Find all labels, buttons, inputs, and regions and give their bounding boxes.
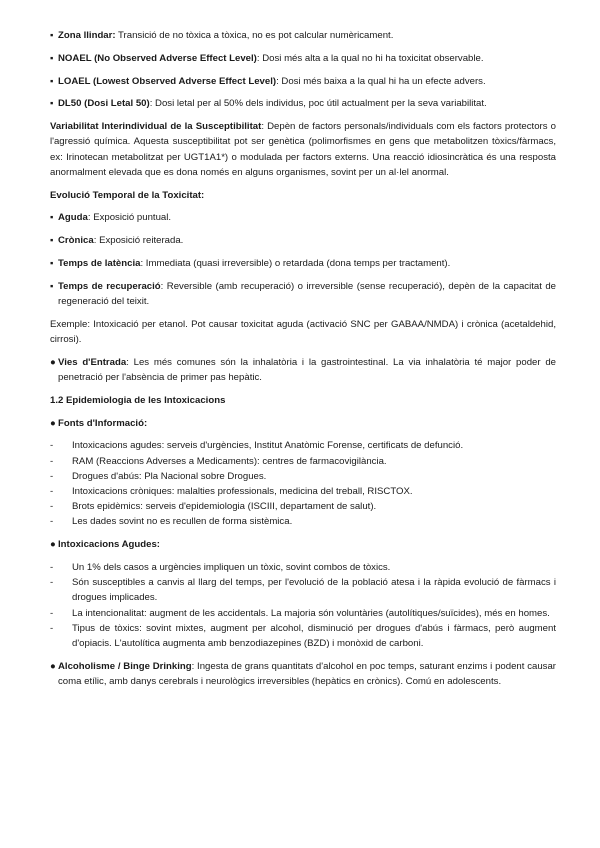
list-item-text: Intoxicacions cròniques: malalties professionals, medicina del treball, RISCTOX. — [72, 485, 413, 497]
threshold-item: ▪ Zona llindar: Transició de no tòxica a tòxica, no es pot calcular numèricament. — [50, 30, 394, 41]
acute-heading-text: Intoxicacions Agudes: — [58, 539, 160, 551]
acute-list — [50, 560, 556, 651]
threshold-item: ▪ LOAEL (Lowest Observed Adverse Effect Level): Dosi més baixa a la qual hi ha un efecte advers. — [50, 75, 486, 87]
sources-heading-text: Fonts d'Informació: — [58, 417, 148, 429]
list-item-text: RAM (Reaccions Adverses a Medicaments): centres de farmacovigilància. — [72, 455, 387, 467]
term: LOAEL (Lowest Observed Adverse Effect Level) — [58, 75, 277, 87]
definition: : Dosi letal per al 50% dels individus, poc útil actualment per la seva variabilitat. — [149, 98, 487, 110]
entry-routes-item: ● Vies d'Entrada: Les més comunes són la inhalatòria i la gastrointestinal. La via inhalatòria té major poder de penetració per l'absència de primer pas hepàtic. — [50, 356, 556, 383]
definition: : Dosi més alta a la qual no hi ha toxicitat observable. — [256, 52, 484, 64]
definition: : Exposició puntual. — [87, 212, 172, 224]
definition: : Dosi més baixa a la qual hi ha un efecte advers. — [276, 75, 486, 87]
definition: : Depèn de factors personals/individuals com els factors protectors o l'agressió química. Aquesta susceptibilitat pot ser genètica (polimorfismes en gens que metabolitzen tòxics/fàrmacs, ex: Irinotecan metabolitzat per UGT1A1*) o modulada per factors externs. Una reacció idiosincràtica és una resposta anormalment elevada que es dona només en alguns organismes, sovint per un al·lel anormal. — [50, 121, 557, 178]
alcohol-item: ● Alcoholisme / Binge Drinking: Ingesta de grans quantitats d'alcohol en poc temps, saturant enzims i podent causar coma etílic, amb danys cerebrals i neurològics irreversibles (hepàtics en crònics). Comú en adolescents. — [50, 660, 556, 687]
acute-heading: ● Intoxicacions Agudes: — [50, 539, 160, 551]
term: Crònica — [58, 235, 94, 247]
list-item: - La intencionalitat: augment de les accidentals. La majoria són voluntàries (autolítiques/suïcides), més en homes. — [50, 607, 550, 619]
document-page — [50, 28, 556, 697]
list-item: - Drogues d'abús: Pla Nacional sobre Drogues. — [50, 470, 267, 482]
threshold-list — [50, 28, 556, 112]
list-item-text: Intoxicacions agudes: serveis d'urgències, Institut Anatòmic Forense, certificats de defunció. — [72, 440, 464, 452]
temporal-item: ▪ Temps de latència: Immediata (quasi irreversible) o retardada (dona temps per tractament). — [50, 257, 451, 269]
term: Variabilitat Interindividual de la Susceptibilitat — [50, 121, 262, 133]
section-heading: 1.2 Epidemiologia de les Intoxicacions — [50, 394, 226, 406]
term: NOAEL (No Observed Adverse Effect Level) — [58, 52, 257, 64]
definition: : Exposició reiterada. — [93, 235, 184, 247]
sources-list — [50, 438, 556, 529]
definition: : Les més comunes són la inhalatòria i la gastrointestinal. La via inhalatòria té major poder de penetració per l'absència de primer pas hepàtic. — [58, 356, 556, 383]
term: Alcoholisme / Binge Drinking — [58, 660, 192, 672]
list-item: - Les dades sovint no es recullen de forma sistèmica. — [50, 516, 293, 528]
term: DL50 (Dosi Letal 50) — [58, 98, 150, 110]
definition: : Reversible (amb recuperació) o irreversible (sense recuperació), depèn de la capacitat de regeneració del teixit. — [58, 280, 556, 307]
list-item: - Un 1% dels casos a urgències impliquen un tòxic, sovint combos de tòxics. — [50, 561, 391, 573]
list-item-text: Són susceptibles a canvis al llarg del temps, per l'evolució de la població atesa i la ràpida evolució de fàrmacs i drogues implicades. — [72, 577, 556, 604]
list-item-text: Drogues d'abús: Pla Nacional sobre Drogues. — [72, 470, 267, 482]
temporal-item: ▪ Crònica: Exposició reiterada. — [50, 235, 184, 247]
variability-paragraph — [50, 119, 556, 180]
definition: : Immediata (quasi irreversible) o retardada (dona temps per tractament). — [140, 257, 451, 269]
term: Zona llindar: — [58, 30, 116, 41]
example-paragraph: Exemple: Intoxicació per etanol. Pot causar toxicitat aguda (activació SNC per GABAA/NMDA) i crònica (acetaldehid, cirrosi). — [50, 318, 556, 345]
list-item: - RAM (Reaccions Adverses a Medicaments): centres de farmacovigilància. — [50, 455, 387, 467]
list-item-text: Les dades sovint no es recullen de forma sistèmica. — [72, 516, 293, 528]
temporal-item: ▪ Aguda: Exposició puntual. — [50, 212, 172, 224]
list-item: - Brots epidèmics: serveis d'epidemiologia (ISCIII, departament de salut). — [50, 501, 377, 513]
threshold-item: ▪ DL50 (Dosi Letal 50): Dosi letal per al 50% dels individus, poc útil actualment per la seva variabilitat. — [50, 98, 487, 110]
list-item-text: Un 1% dels casos a urgències impliquen un tòxic, sovint combos de tòxics. — [72, 561, 391, 573]
temporal-heading: Evolució Temporal de la Toxicitat: — [50, 189, 205, 201]
list-item-text: Brots epidèmics: serveis d'epidemiologia (ISCIII, departament de salut). — [72, 501, 377, 513]
term: Temps de recuperació — [58, 280, 161, 292]
term: Temps de latència — [58, 257, 141, 269]
sources-heading: ● Fonts d'Informació: — [50, 417, 148, 429]
list-item: - Tipus de tòxics: sovint mixtes, augment per alcohol, disminució per drogues d'abús i fàrmacs, però augment d'opiacis. L'autolítica augmenta amb benzodiazepines (BZD) i monòxid de carboni. — [50, 622, 556, 649]
term: Vies d'Entrada — [58, 356, 127, 368]
threshold-item: ▪ NOAEL (No Observed Adverse Effect Level): Dosi més alta a la qual no hi ha toxicitat observable. — [50, 52, 484, 64]
definition: Transició de no tòxica a tòxica, no es pot calcular numèricament. — [115, 30, 394, 41]
list-item: - Intoxicacions cròniques: malalties professionals, medicina del treball, RISCTOX. — [50, 485, 413, 497]
list-item: - Són susceptibles a canvis al llarg del temps, per l'evolució de la població atesa i la ràpida evolució de fàrmacs i drogues implicades. — [50, 577, 556, 604]
list-item-text: La intencionalitat: augment de les accidentals. La majoria són voluntàries (autolítiques/suïcides), més en homes. — [72, 607, 550, 619]
temporal-item: ▪ Temps de recuperació: Reversible (amb recuperació) o irreversible (sense recuperació), depèn de la capacitat de regeneració del teixit. — [50, 280, 556, 307]
definition: : Ingesta de grans quantitats d'alcohol en poc temps, saturant enzims i podent causar coma etílic, amb danys cerebrals i neurològics irreversibles (hepàtics en crònics). Comú en adolescents. — [58, 660, 556, 687]
term: Aguda — [58, 212, 88, 224]
list-item-text: Tipus de tòxics: sovint mixtes, augment per alcohol, disminució per drogues d'abús i fàrmacs, però augment d'opiacis. L'autolítica augmenta amb benzodiazepines (BZD) i monòxid de carboni. — [72, 622, 556, 649]
list-item: - Intoxicacions agudes: serveis d'urgències, Institut Anatòmic Forense, certificats de defunció. — [50, 440, 464, 452]
